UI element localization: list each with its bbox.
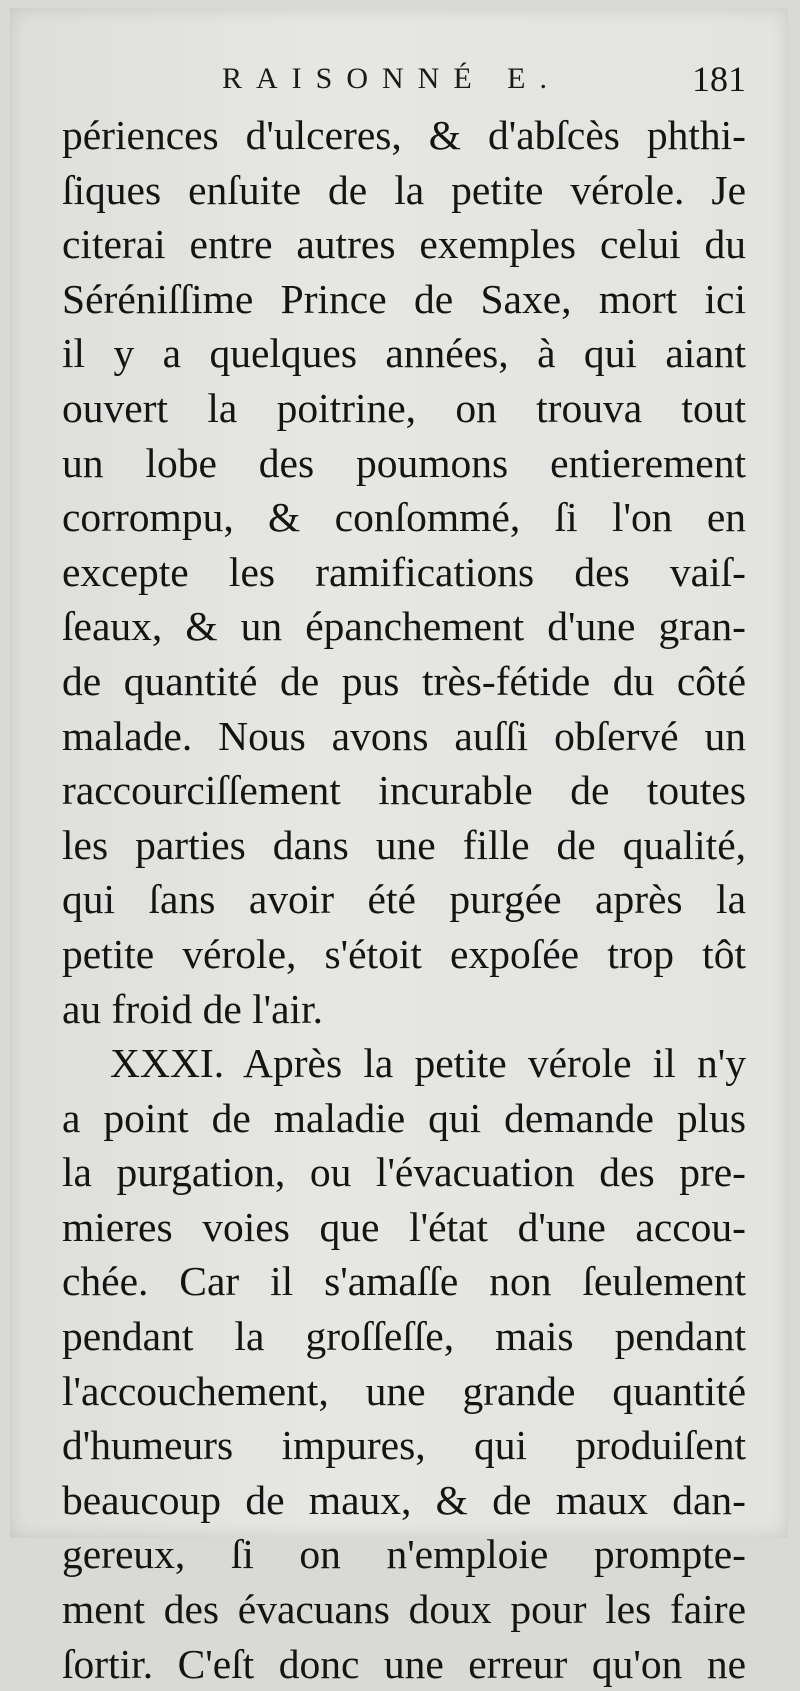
text-line: malade. Nous avons auſſi obſervé un (62, 712, 746, 759)
text-line: petite vérole, s'étoit expoſée trop tôt (62, 930, 746, 977)
text-line: de quantité de pus très-fétide du côté (62, 657, 746, 704)
book-page (10, 8, 788, 1687)
running-head: RAISONNÉ E. (222, 62, 561, 95)
text-line: périences d'ulceres, & d'abſcès phthi- (62, 112, 746, 158)
text-line: ſortir. C'eſt donc une erreur qu'on ne (62, 1640, 746, 1687)
text-line: corrompu, & conſommé, ſi l'on en (62, 494, 746, 541)
text-line: pendant la groſſeſſe, mais pendant (62, 1313, 746, 1360)
page-header (10, 59, 788, 112)
text-line: a point de maladie qui demande plus (62, 1094, 746, 1141)
paragraph-end-line: au froid de l'air. (62, 985, 323, 1032)
text-line: ſeaux, & un épanchement d'une gran- (62, 603, 746, 650)
text-line: Séréniſſime Prince de Saxe, mort ici (62, 275, 746, 322)
text-line: ment des évacuans doux pour les faire (62, 1586, 746, 1633)
text-line: chée. Car il s'amaſſe non ſeulement (62, 1258, 746, 1305)
text-line: un lobe des poumons entierement (62, 439, 746, 486)
text-line: ſiques enſuite de la petite vérole. Je (62, 166, 746, 213)
text-line: gereux, ſi on n'emploie prompte- (62, 1531, 746, 1578)
text-line: raccourciſſement incurable de toutes (62, 767, 746, 814)
text-line: il y a quelques années, à qui aiant (62, 330, 746, 377)
text-line: d'humeurs impures, qui produiſent (62, 1422, 746, 1469)
text-line: qui ſans avoir été purgée après la (62, 876, 746, 923)
text-line: excepte les ramifications des vaiſ- (62, 548, 746, 595)
page-number: 181 (692, 59, 746, 99)
text-line: ouvert la poitrine, on trouva tout (62, 384, 746, 431)
text-line: la purgation, ou l'évacuation des pre- (62, 1149, 746, 1196)
text-line: beaucoup de maux, & de maux dan- (62, 1476, 746, 1523)
text-line: les parties dans une fille de qualité, (62, 821, 746, 868)
text-line: l'accouchement, une grande quantité (62, 1367, 746, 1414)
text-line: mieres voies que l'état d'une accou- (62, 1203, 746, 1250)
section-start-line: XXXI. Après la petite vérole il n'y (110, 1040, 746, 1087)
text-line: citerai entre autres exemples celui du (62, 221, 746, 268)
body-text (62, 108, 746, 1691)
